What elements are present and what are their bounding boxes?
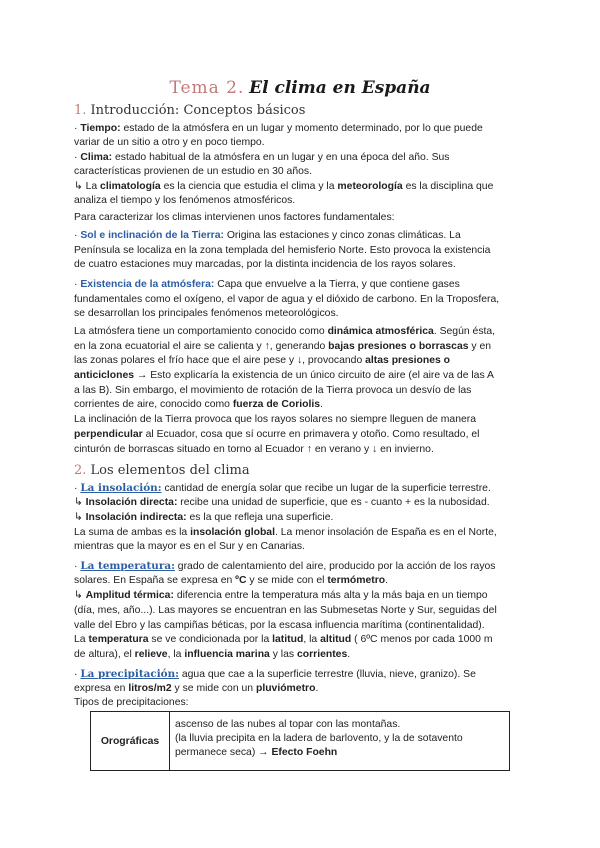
- tipos-precipitaciones: Tipos de precipitaciones:: [74, 697, 189, 708]
- dinamica-l6: corrientes de aire, conocido como fuerza de Coriolis.: [74, 399, 323, 410]
- def-tiempo-cont: variar de un sitio a otro y en poco tiempo.: [74, 137, 265, 148]
- factor-atmosfera-cont1: fundamentales como el oxígeno, el vapor de agua y el dióxido de carbono. En la Troposfera,: [74, 294, 500, 305]
- def-clima: · Clima: estado habitual de la atmósfera en un lugar y en una época del año. Sus: [74, 152, 450, 163]
- condicionantes: La temperatura se ve condicionada por la latitud, la altitud ( 6ºC menos por cada 1000 m: [74, 634, 493, 645]
- factor-sol-cont2: de cuatro estaciones muy marcadas, por la distinta incidencia de los rayos solares.: [74, 259, 456, 270]
- dinamica-l1: La atmósfera tiene un comportamiento conocido como dinámica atmosférica. Según ésta,: [74, 326, 496, 337]
- def-clima-cont: características provienen de un estudio en 30 años.: [74, 166, 312, 177]
- factores-intro: Para caracterizar los climas intervienen unos factores fundamentales:: [74, 212, 395, 223]
- inclinacion-l1: La inclinación de la Tierra provoca que los rayos solares no siempre lleguen de manera: [74, 414, 476, 425]
- inclinacion-l2: perpendicular al Ecuador, cosa que sí ocurre en primavera y otoño. Como resultado, el: [74, 429, 480, 440]
- section-1-heading: 1. Introducción: Conceptos básicos: [74, 103, 306, 118]
- table-desc-cell: ascenso de las nubes al topar con las montañas. (la lluvia precipita en la ladera de barlovento, y la de sotavento permanece seca) → Efecto Foehn: [175, 719, 463, 758]
- dinamica-l3: las zonas polares el frío hace que el aire pese y ↓, provocando altas presiones o: [74, 355, 451, 366]
- factor-sol: · Sol e inclinación de la Tierra: Origina las estaciones y cinco zonas climáticas. La: [74, 230, 461, 241]
- insolacion-directa: ↳ Insolación directa: recibe una unidad de superficie, que es - cuanto + es la nubosidad.: [74, 497, 490, 508]
- factor-sol-cont1: Península se localiza en la zona templada del hemisferio Norte. Esto provoca la existencia: [74, 245, 491, 256]
- amplitud-termica: ↳ Amplitud térmica: diferencia entre la temperatura más alta y la más baja en un tiempo: [74, 590, 488, 601]
- precipitacion: · La precipitación: agua que cae a la superficie terrestre (lluvia, nieve, granizo). Se: [74, 668, 476, 680]
- insolacion-global: La suma de ambas es la insolación global. La menor insolación de España es en el Norte,: [74, 527, 497, 538]
- insolacion-indirecta: ↳ Insolación indirecta: es la que refleja una superficie.: [74, 512, 334, 523]
- def-tiempo: · Tiempo: estado de la atmósfera en un lugar y momento determinado, por lo que puede: [74, 123, 483, 134]
- insolacion: · La insolación: cantidad de energía solar que recibe un lugar de la superficie terrestre.: [74, 482, 491, 494]
- dinamica-l5: a las B). Sin embargo, el movimiento de rotación de la Tierra provoca un desvío de las: [74, 385, 472, 396]
- section-2-heading: 2. Los elementos del clima: [74, 463, 250, 478]
- factor-atmosfera: · Existencia de la atmósfera: Capa que envuelve a la Tierra, y que contiene gases: [74, 279, 460, 290]
- precipitation-types-table: [90, 711, 510, 771]
- def-climatologia-cont: analiza el tiempo y los fenómenos atmosféricos.: [74, 195, 296, 206]
- amplitud-termica-cont2: valle del Ebro y las campiñas béticas, por la escasa influencia marítima (continentalidad).: [74, 620, 485, 631]
- factor-atmosfera-cont2: se desarrollan los principales fenómenos meteorológicos.: [74, 308, 339, 319]
- dinamica-l4: anticiclones → Esto explicaría la existencia de un único circuito de aire (el aire va de las A: [74, 370, 494, 381]
- inclinacion-l3: cinturón de borrascas situado en torno al Ecuador ↑ en verano y ↓ en invierno.: [74, 444, 434, 455]
- condicionantes-cont: de altura), el relieve, la influencia marina y las corrientes.: [74, 649, 351, 660]
- table-type-cell: Orográficas: [91, 712, 170, 770]
- def-climatologia: ↳ La climatología es la ciencia que estudia el clima y la meteorología es la disciplina que: [74, 181, 494, 192]
- precipitacion-cont: expresa en litros/m2 y se mide con un pluviómetro.: [74, 683, 319, 694]
- temperatura-cont: solares. En España se expresa en ºC y se mide con el termómetro.: [74, 575, 388, 586]
- temperatura: · La temperatura: grado de calentamiento del aire, producido por la acción de los rayos: [74, 560, 496, 572]
- dinamica-l2: en la zona ecuatorial el aire se calienta y ↑, generando bajas presiones o borrascas y en: [74, 341, 492, 352]
- title-part2: El clima en España: [249, 78, 431, 98]
- title-part1: Tema 2.: [169, 78, 245, 98]
- amplitud-termica-cont1: (día, mes, año...). Las mayores se encuentran en las Submesetas Norte y Sur, seguidas del: [74, 605, 497, 616]
- page-title: [0, 78, 600, 98]
- insolacion-global-cont: mientras que la mayor es en el Sur y en Canarias.: [74, 541, 306, 552]
